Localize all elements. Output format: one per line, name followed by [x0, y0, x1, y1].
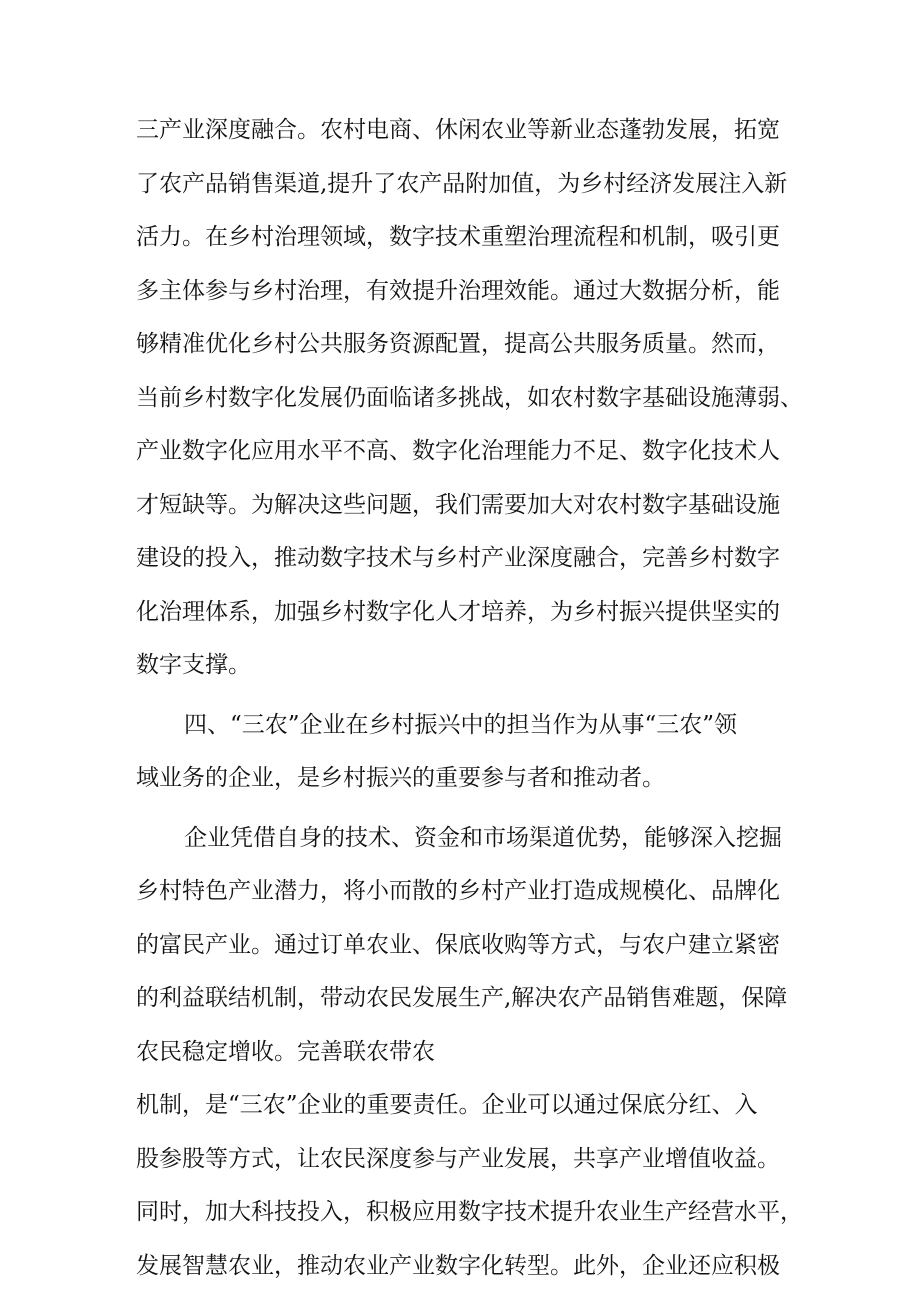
- paragraph: [136, 812, 796, 1080]
- text-line: 的利益联结机制，带动农民发展生产,解决农产品销售难题，保障: [136, 985, 788, 1011]
- text-line: 化治理体系，加强乡村数字化人才培养，为乡村振兴提供坚实的: [136, 598, 780, 625]
- text-line: 域业务的企业，是乡村振兴的重要参与者和推动者。: [136, 765, 665, 791]
- text-line: 的富民产业。通过订单农业、保底收购等方式，与农户建立紧密: [136, 931, 780, 958]
- text-line: 当前乡村数字化发展仍面临诸多挑战，如农村数字基础设施薄弱、: [136, 384, 803, 411]
- text-line: 股参股等方式，让农民深度参与产业发展，共享产业增值收益。: [136, 1145, 780, 1172]
- text-line: 同时，加大科技投入，积极应用数字技术提升农业生产经营水平，: [136, 1199, 803, 1225]
- text-line: 乡村特色产业潜力，将小而散的乡村产业打造成规模化、品牌化: [136, 878, 780, 904]
- paragraph: [136, 699, 796, 806]
- text-line: 够精准优化乡村公共服务资源配置，提高公共服务质量。然而，: [136, 331, 780, 357]
- document-body: [136, 104, 803, 1293]
- text-line: 数字支撑。: [136, 652, 251, 678]
- text-line: 三产业深度融合。农村电商、休闲农业等新业态蓬勃发展，拓宽: [136, 117, 780, 143]
- text-line: 产业数字化应用水平不高、数字化治理能力不足、数字化技术人: [136, 438, 780, 464]
- text-line: 了农产品销售渠道,提升了农产品附加值，为乡村经济发展注入新: [136, 170, 788, 197]
- text-line: 建设的投入，推动数字技术与乡村产业深度融合，完善乡村数字: [136, 545, 780, 571]
- paragraph: [136, 104, 803, 693]
- text-line: 企业凭借自身的技术、资金和市场渠道优势，能够深入挖掘: [184, 824, 782, 851]
- text-line: 四、“三农”企业在乡村振兴中的担当作为从事“三农”领: [184, 711, 738, 738]
- text-line: 农民稳定增收。完善联农带农: [136, 1038, 435, 1065]
- text-line: 机制，是“三农”企业的重要责任。企业可以通过保底分红、入: [136, 1092, 758, 1118]
- text-line: 才短缺等。为解决这些问题，我们需要加大对农村数字基础设施: [136, 491, 780, 518]
- text-line: 发展智慧农业，推动农业产业数字化转型。此外，企业还应积极: [136, 1252, 780, 1279]
- paragraph: [136, 1079, 803, 1293]
- text-line: 多主体参与乡村治理，有效提升治理效能。通过大数据分析，能: [136, 277, 780, 304]
- text-line: 活力。在乡村治理领域，数字技术重塑治理流程和机制，吸引更: [136, 224, 780, 250]
